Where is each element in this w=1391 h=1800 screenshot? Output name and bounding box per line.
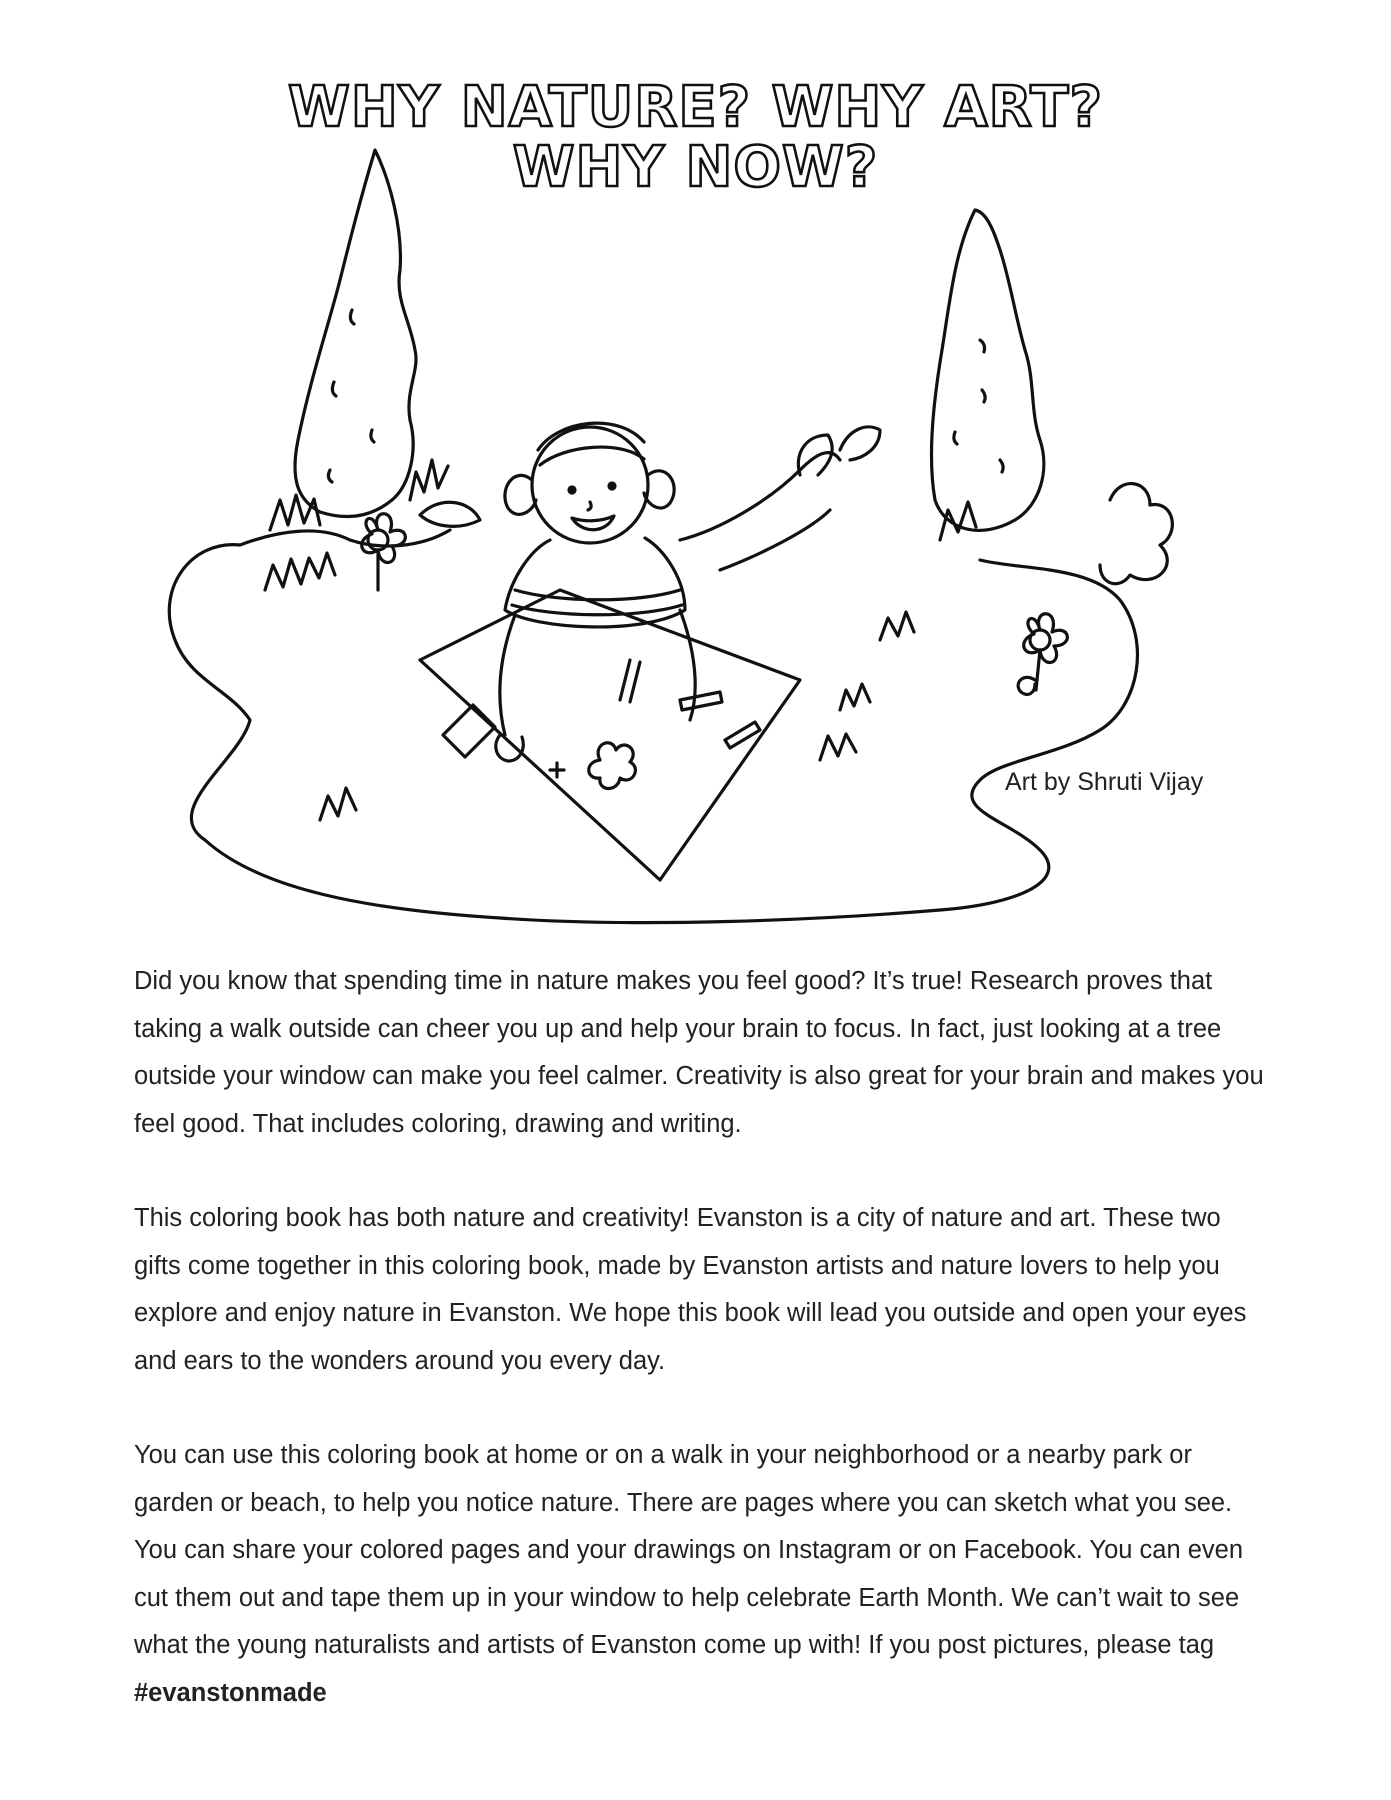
ground-outline: [169, 545, 1137, 923]
girl-head: [532, 427, 648, 543]
title-line-2: WHY NOW?: [512, 135, 879, 200]
left-tree: [295, 150, 416, 516]
right-tree: [931, 210, 1043, 530]
illustration-credit: Art by Shruti Vijay: [1005, 768, 1204, 796]
body-text: [134, 958, 1264, 1764]
drawing-paper: [420, 590, 800, 880]
paragraph-2: This coloring book has both nature and creativity! Evanston is a city of nature and art. These two gifts come together in this coloring book, made by Evanston artists and nature lovers to help you explore and enjoy nature in Evanston. We hope this book will lead you outside and open your eyes and ears to the wonders around you every day.: [134, 1204, 1247, 1375]
title-line-1: WHY NATURE? WHY ART?: [288, 75, 1103, 140]
paragraph-1: Did you know that spending time in nature makes you feel good? It’s true! Research proves that taking a walk outside can cheer you up and help your brain to focus. In fact, just looking at a tree outside your window can make you feel calmer. Creativity is also great for your brain and makes you feel good. That includes coloring, drawing and writing.: [134, 967, 1264, 1138]
girl-drawing-outdoors-illustration: [120, 120, 1230, 960]
paragraph-3-text: You can use this coloring book at home or on a walk in your neighborhood or a nearby park or garden or beach, to help you notice nature. There are pages where you can sketch what you see. You can share your colored pages and your drawings on Instagram or on Facebook. You can even cut them out and tape them up in your window to help celebrate Earth Month. We can’t wait to see what the young naturalists and artists of Evanston come up with! If you post pictures, please tag: [134, 1441, 1244, 1659]
hashtag: #evanstonmade: [134, 1678, 327, 1707]
paragraph-3: [134, 1432, 1264, 1717]
